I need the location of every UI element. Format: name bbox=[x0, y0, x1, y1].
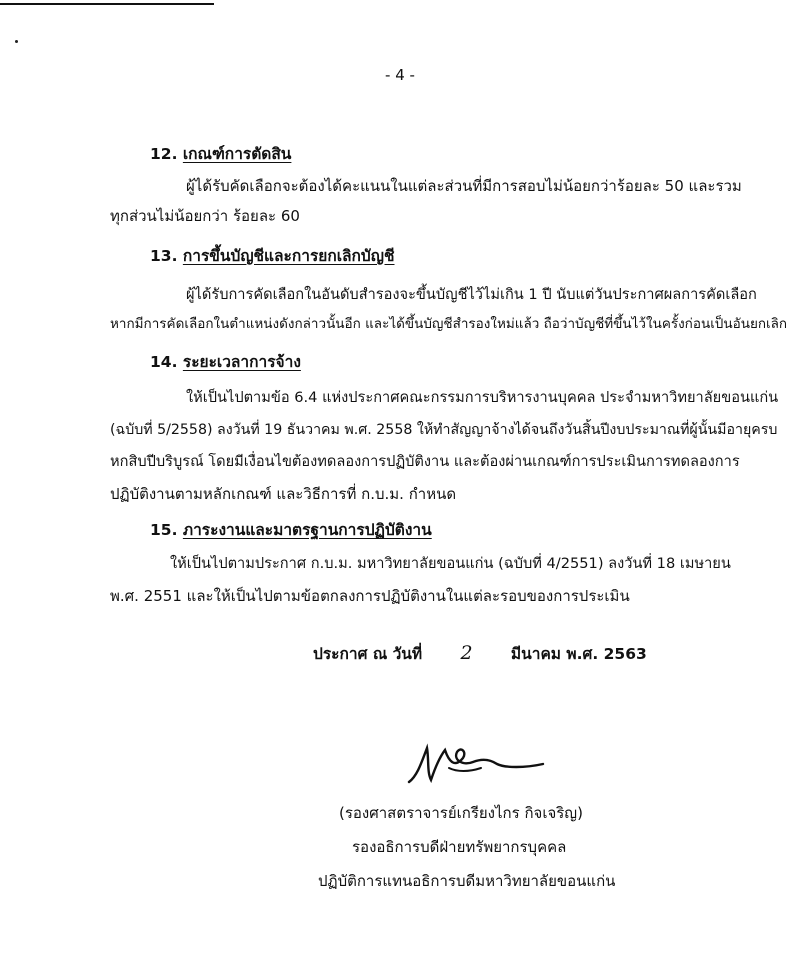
signatory-position: รองอธิการบดีฝ่ายทรัพยากรบุคคล bbox=[352, 838, 567, 856]
section-title: การขึ้นบัญชีและการยกเลิกบัญชี bbox=[182, 247, 395, 265]
section-14-line-1: ให้เป็นไปตามข้อ 6.4 แห่งประกาศคณะกรรมการบริหารงานบุคคล ประจำมหาวิทยาลัยขอนแก่น bbox=[186, 389, 779, 406]
section-title: ระยะเวลาการจ้าง bbox=[182, 353, 301, 371]
signatory-name: (รองศาสตราจารย์เกรียงไกร กิจเจริญ) bbox=[339, 804, 583, 822]
section-number: 15. bbox=[150, 521, 178, 539]
top-left-rule bbox=[0, 3, 214, 5]
section-13-line-1: ผู้ได้รับการคัดเลือกในอันดับสำรองจะขึ้นบัญชีไว้ไม่เกิน 1 ปี นับแต่วันประกาศผลการคัดเลือก bbox=[186, 286, 757, 303]
section-13-line-2: หากมีการคัดเลือกในตำแหน่งดังกล่าวนั้นอีก และได้ขึ้นบัญชีสำรองใหม่แล้ว ถือว่าบัญชีที่ขึ้นไว้ในครั้งก่อนเป็นอันยกเลิก bbox=[110, 316, 788, 332]
signatory-acting: ปฏิบัติการแทนอธิการบดีมหาวิทยาลัยขอนแก่น bbox=[318, 872, 616, 890]
section-14-line-4: ปฏิบัติงานตามหลักเกณฑ์ และวิธีการที่ ก.บ.ม. กำหนด bbox=[110, 485, 457, 503]
announcement-date bbox=[313, 642, 647, 665]
section-15-line-1: ให้เป็นไปตามประกาศ ก.บ.ม. มหาวิทยาลัยขอนแก่น (ฉบับที่ 4/2551) ลงวันที่ 18 เมษายน bbox=[170, 555, 731, 572]
announcement-prefix: ประกาศ ณ วันที่ bbox=[313, 645, 423, 663]
section-15-line-2: พ.ศ. 2551 และให้เป็นไปตามข้อตกลงการปฏิบัติงานในแต่ละรอบของการประเมิน bbox=[110, 587, 630, 605]
section-number: 13. bbox=[150, 247, 178, 265]
section-number: 14. bbox=[150, 353, 178, 371]
section-12-line-2: ทุกส่วนไม่น้อยกว่า ร้อยละ 60 bbox=[110, 207, 300, 225]
section-13-heading bbox=[150, 245, 395, 267]
section-title: ภาระงานและมาตรฐานการปฏิบัติงาน bbox=[182, 521, 432, 539]
section-number: 12. bbox=[150, 145, 178, 163]
scan-speck bbox=[15, 40, 18, 43]
section-12-line-1: ผู้ได้รับคัดเลือกจะต้องได้คะแนนในแต่ละส่วนที่มีการสอบไม่น้อยกว่าร้อยละ 50 และรวม bbox=[186, 177, 742, 195]
section-15-heading bbox=[150, 519, 432, 541]
announcement-month-year: มีนาคม พ.ศ. 2563 bbox=[510, 645, 647, 663]
section-12-heading bbox=[150, 143, 291, 165]
section-14-line-2: (ฉบับที่ 5/2558) ลงวันที่ 19 ธันวาคม พ.ศ. 2558 ให้ทำสัญญาจ้างได้จนถึงวันสิ้นปีงบประมาณที่ผู้นั้นมีอายุครบ bbox=[110, 422, 778, 438]
section-14-line-3: หกสิบปีบริบูรณ์ โดยมีเงื่อนไขต้องทดลองการปฏิบัติงาน และต้องผ่านเกณฑ์การประเมินการทดลองการ bbox=[110, 453, 740, 470]
announcement-day: 2 bbox=[460, 642, 473, 664]
section-14-heading bbox=[150, 351, 301, 373]
handwritten-signature bbox=[405, 738, 545, 788]
section-title: เกณฑ์การตัดสิน bbox=[182, 145, 292, 163]
page-number: - 4 - bbox=[385, 66, 415, 84]
